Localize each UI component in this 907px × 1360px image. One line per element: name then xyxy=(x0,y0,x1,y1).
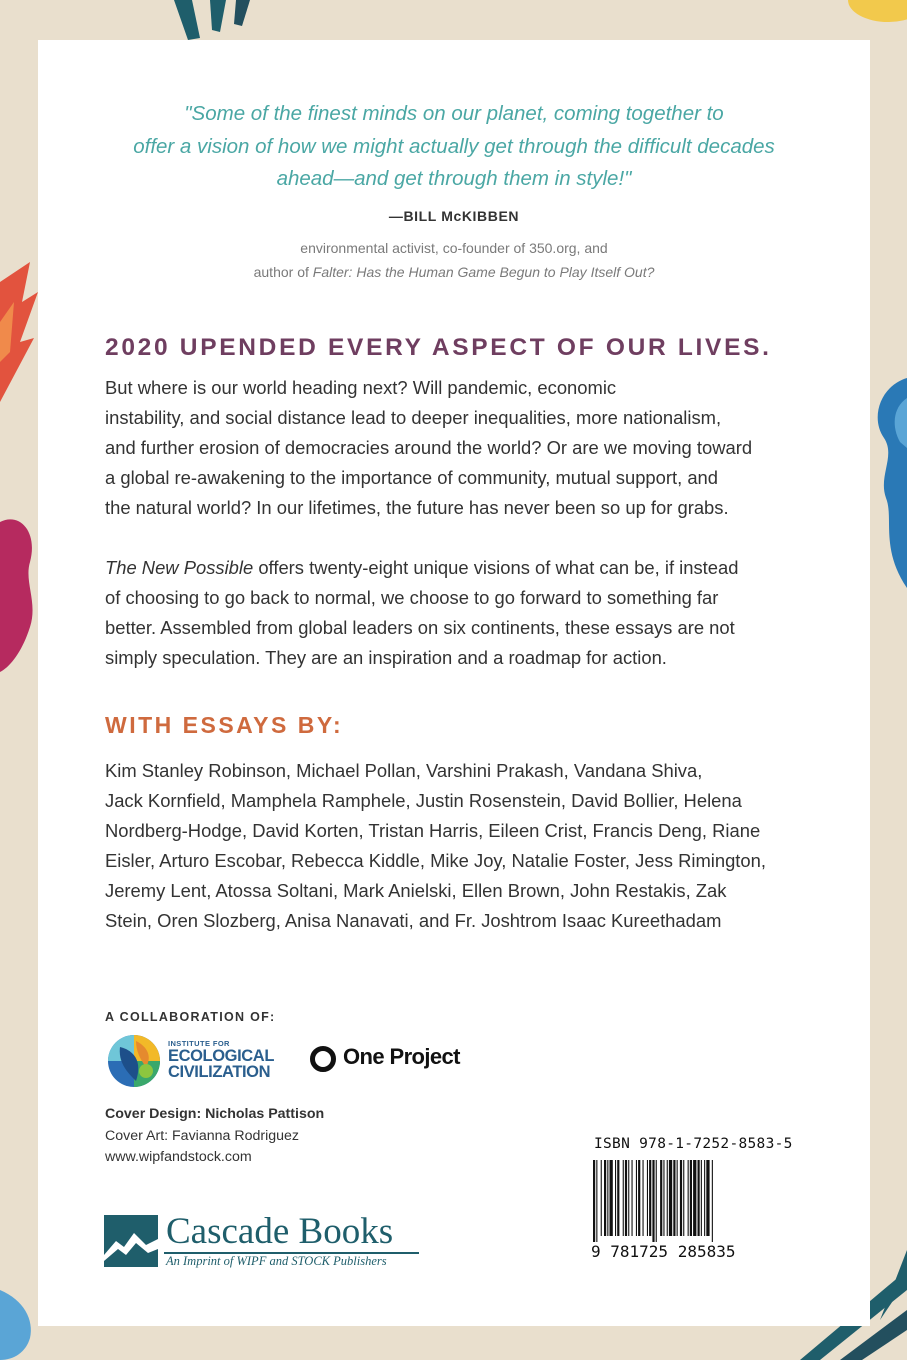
publisher-subtitle: An Imprint of WIPF and STOCK Publishers xyxy=(166,1254,387,1268)
endorser-role-prefix: author of xyxy=(253,264,313,280)
paragraph-line xyxy=(105,553,845,583)
quote-line: offer a vision of how we might actually get through the difficult decades xyxy=(133,134,775,158)
barcode-bar xyxy=(652,1160,654,1242)
quote-line: "Some of the finest minds on our planet, coming together to xyxy=(184,102,724,125)
barcode-bar xyxy=(667,1160,668,1236)
red-leaf-decoration-left xyxy=(0,262,40,412)
iec-line-2: ECOLOGICAL xyxy=(168,1047,274,1065)
barcode-bar xyxy=(623,1160,624,1236)
barcode-bar xyxy=(638,1160,640,1236)
endorser-role-line: environmental activist, co-founder of 350.org, and xyxy=(300,240,608,256)
publisher-name: Cascade Books xyxy=(166,1211,394,1252)
barcode-bar xyxy=(632,1160,633,1236)
barcode-digits: 9 781725 285835 xyxy=(591,1242,736,1261)
cover-design-credit: Cover Design: Nicholas Pattison xyxy=(105,1106,325,1122)
authors-line: Eisler, Arturo Escobar, Rebecca Kiddle, Mike Joy, Natalie Foster, Jess Rimington, xyxy=(105,850,766,871)
endorser-book-title: Falter: Has the Human Game Begun to Play Itself Out? xyxy=(312,264,655,280)
barcode-bar xyxy=(677,1160,678,1236)
paragraph-line: simply speculation. They are an inspiration and a roadmap for action. xyxy=(105,647,667,668)
barcode-bar xyxy=(693,1160,696,1236)
iec-line-3: CIVILIZATION xyxy=(168,1063,271,1081)
endorser-role-line xyxy=(38,260,870,284)
isbn-number: ISBN 978-1-7252-8583-5 xyxy=(594,1136,793,1152)
paragraph-line: the natural world? In our lifetimes, the future has never been so up for grabs. xyxy=(105,497,729,518)
barcode-bar xyxy=(669,1160,672,1236)
barcode-bar xyxy=(593,1160,595,1242)
description-paragraph-2 xyxy=(105,553,845,673)
iec-line-1: INSTITUTE FOR xyxy=(168,1039,230,1048)
barcode-bar xyxy=(647,1160,648,1236)
book-title: The New Possible xyxy=(105,557,254,578)
collaboration-label: A COLLABORATION OF: xyxy=(105,1010,276,1024)
barcode-bar xyxy=(673,1160,675,1236)
magenta-blob-decoration-left xyxy=(0,512,40,672)
barcode xyxy=(589,1160,805,1242)
sun-decoration-top-right xyxy=(840,0,907,30)
blue-blob-decoration-right xyxy=(870,378,907,588)
barcode-bar xyxy=(636,1160,637,1236)
barcode-bar xyxy=(649,1160,651,1236)
paragraph-line: But where is our world heading next? Will pandemic, economic xyxy=(105,377,617,398)
barcode-bar xyxy=(712,1160,713,1242)
barcode-bar xyxy=(701,1160,702,1236)
barcode-bar xyxy=(680,1160,682,1236)
barcode-bar xyxy=(625,1160,627,1236)
cascade-books-logo xyxy=(104,1211,424,1275)
barcode-bar xyxy=(698,1160,700,1236)
barcode-bar xyxy=(607,1160,608,1236)
barcode-bar xyxy=(706,1160,709,1236)
endorser-role xyxy=(38,236,870,284)
paragraph-text: offers twenty-eight unique visions of what can be, if instead xyxy=(253,557,739,578)
barcode-bar xyxy=(683,1160,684,1236)
essays-heading: WITH ESSAYS BY: xyxy=(105,712,344,738)
barcode-bar xyxy=(643,1160,644,1236)
barcode-bar xyxy=(688,1160,689,1236)
endorsement-quote xyxy=(38,98,870,196)
description-paragraph-1 xyxy=(105,373,845,523)
authors-line: Stein, Oren Slozberg, Anisa Nanavati, and Fr. Joshtrom Isaac Kureethadam xyxy=(105,910,722,931)
credits-block xyxy=(105,1104,324,1169)
barcode-bar xyxy=(604,1160,606,1236)
back-cover-panel xyxy=(38,40,870,1326)
barcode-bar xyxy=(628,1160,629,1236)
mountain-icon xyxy=(104,1215,158,1267)
barcode-bar xyxy=(704,1160,705,1236)
authors-line: Jack Kornfield, Mamphela Ramphele, Justin Rosenstein, David Bollier, Helena xyxy=(105,790,742,811)
iec-globe-icon xyxy=(106,1033,162,1089)
quote-line: ahead—and get through them in style!" xyxy=(276,167,632,190)
authors-line: Jeremy Lent, Atossa Soltani, Mark Anielski, Ellen Brown, John Restakis, Zak xyxy=(105,880,727,901)
paragraph-line: and further erosion of democracies around the world? Or are we moving toward xyxy=(105,437,753,458)
barcode-bar xyxy=(596,1160,597,1242)
essay-authors-list xyxy=(105,756,845,936)
barcode-bar xyxy=(617,1160,619,1236)
iec-logo xyxy=(106,1033,296,1089)
paragraph-line: instability, and social distance lead to deeper inequalities, more nationalism, xyxy=(105,407,722,428)
barcode-bar xyxy=(601,1160,602,1236)
authors-line: Nordberg-Hodge, David Korten, Tristan Harris, Eileen Crist, Francis Deng, Riane xyxy=(105,820,761,841)
barcode-bar xyxy=(610,1160,613,1236)
one-project-ring-icon xyxy=(309,1045,337,1073)
barcode-bar xyxy=(656,1160,657,1242)
barcode-bar xyxy=(615,1160,616,1236)
cover-art-credit: Cover Art: Favianna Rodriguez xyxy=(105,1127,299,1144)
barcode-bar xyxy=(663,1160,664,1236)
paragraph-line: a global re-awakening to the importance of community, mutual support, and xyxy=(105,467,719,488)
barcode-bar xyxy=(690,1160,692,1236)
quote-attribution: —BILL McKIBBEN xyxy=(388,208,520,224)
blue-shape-decoration-bottom-left xyxy=(0,1290,40,1360)
one-project-name: One Project xyxy=(343,1044,460,1069)
authors-line: Kim Stanley Robinson, Michael Pollan, Varshini Prakash, Vandana Shiva, xyxy=(105,760,703,781)
leaf-decoration-top xyxy=(170,0,260,40)
publisher-website: www.wipfandstock.com xyxy=(105,1149,252,1165)
barcode-bar xyxy=(660,1160,662,1236)
paragraph-line: of choosing to go back to normal, we choose to go forward to something far xyxy=(105,587,719,608)
paragraph-line: better. Assembled from global leaders on six continents, these essays are not xyxy=(105,617,735,638)
main-headline: 2020 UPENDED EVERY ASPECT OF OUR LIVES. xyxy=(105,334,772,361)
